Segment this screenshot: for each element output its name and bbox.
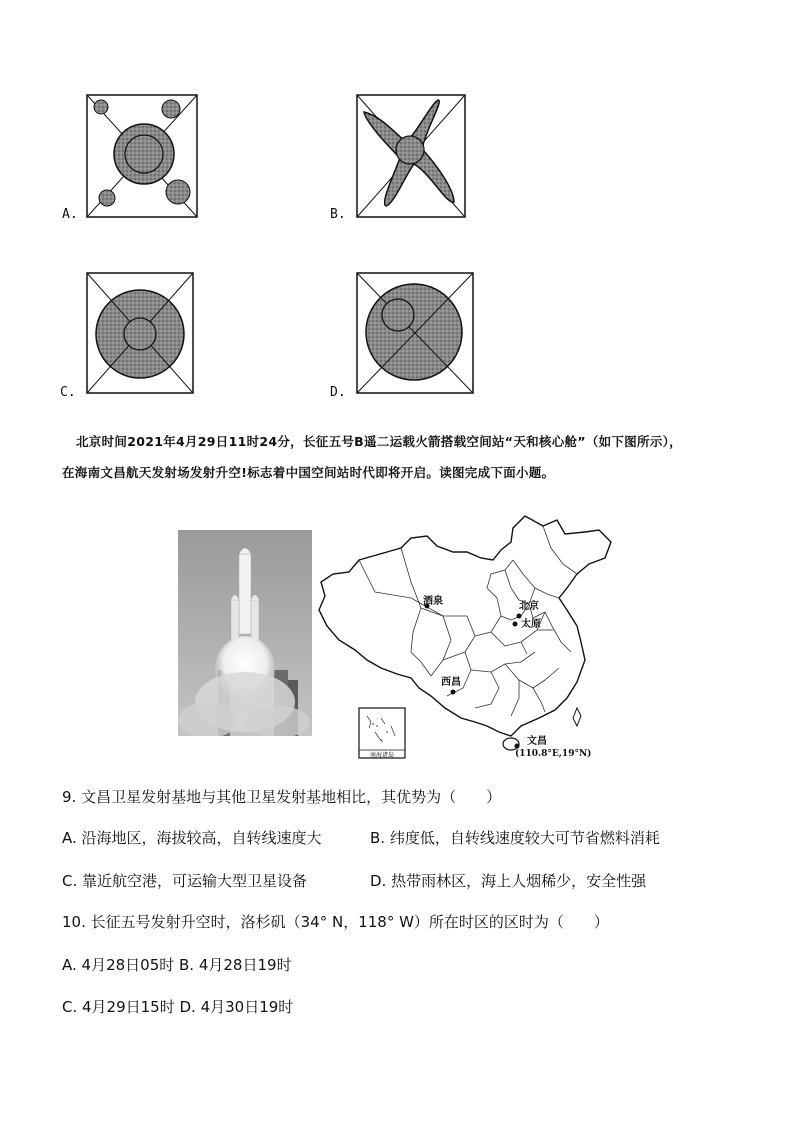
- rocket-launch-photo: [178, 530, 312, 740]
- question-10-options-cd[interactable]: C. 4月29日15时 D. 4月30日19时: [62, 998, 294, 1016]
- china-launch-sites-map: [315, 512, 615, 766]
- map-label-jiuquan: 酒泉: [423, 596, 443, 607]
- taiyuan-marker: [513, 622, 518, 627]
- question-10-stem: 10. 长征五号发射升空时，洛杉矶（34° N，118° W）所在时区的区时为（ ）: [62, 913, 609, 931]
- option-label-b: B.: [330, 207, 346, 222]
- figure-option-c: [86, 272, 194, 398]
- question-9-option-b[interactable]: B. 纬度低，自转线速度较大可节省燃料消耗: [370, 829, 660, 847]
- option-label-a: A.: [62, 207, 78, 222]
- cell-diagram-d: [356, 272, 474, 394]
- map-label-xichang: 西昌: [441, 677, 461, 688]
- map-label-wenchang: 文昌: [527, 736, 547, 747]
- option-label-c: C.: [60, 385, 76, 400]
- map-label-beijing: 北京: [519, 601, 539, 612]
- beijing-marker: [517, 614, 522, 619]
- figure-option-d: [356, 272, 474, 398]
- inset-label: 南海诸岛: [369, 752, 395, 759]
- map-label-wenchang-coord: (110.8°E,19°N): [515, 749, 592, 759]
- xichang-marker: [451, 690, 456, 695]
- cell-diagram-c: [86, 272, 194, 394]
- question-9-stem: 9. 文昌卫星发射基地与其他卫星发射基地相比，其优势为（ ）: [62, 788, 502, 806]
- south-china-sea-inset: [359, 708, 405, 759]
- map-label-taiyuan: 太原: [521, 619, 541, 630]
- question-9-option-d[interactable]: D. 热带雨林区，海上人烟稀少，安全性强: [370, 872, 647, 890]
- wenchang-marker: [515, 744, 520, 749]
- cell-diagram-a: [86, 94, 198, 218]
- cell-diagram-b: [356, 94, 466, 218]
- option-label-d: D.: [330, 385, 346, 400]
- passage-line-2: 在海南文昌航天发射场发射升空!标志着中国空间站时代即将开启。读图完成下面小题。: [62, 465, 555, 480]
- figure-option-a: [86, 94, 198, 222]
- passage-line-1: 北京时间2021年4月29日11时24分，长征五号B遥二运载火箭搭载空间站“天和核心舱”（如下图所示），: [76, 434, 682, 449]
- question-9-option-c[interactable]: C. 靠近航空港，可运输大型卫星设备: [62, 872, 308, 890]
- figure-option-b: [356, 94, 466, 222]
- question-10-options-ab[interactable]: A. 4月28日05时 B. 4月28日19时: [62, 956, 292, 974]
- question-9-option-a[interactable]: A. 沿海地区，海拔较高，自转线速度大: [62, 829, 322, 847]
